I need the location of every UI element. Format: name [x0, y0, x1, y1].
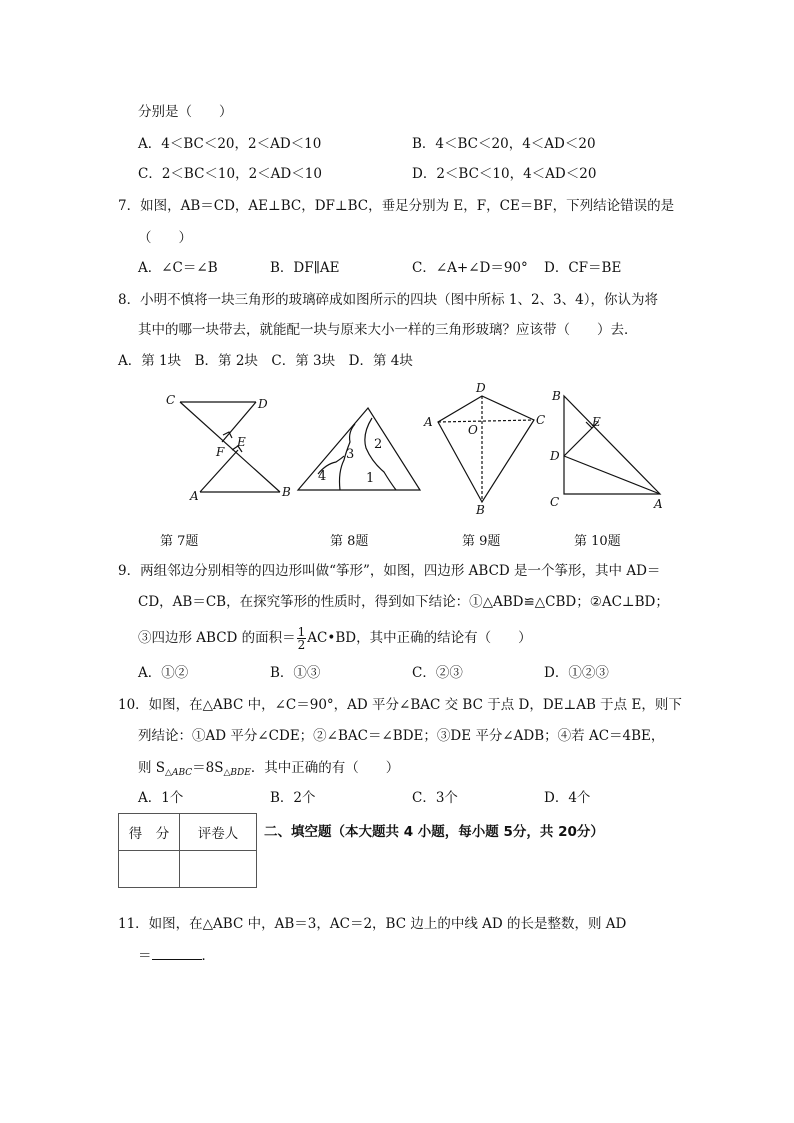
fig9-label-b: B: [476, 503, 485, 516]
q10-option-c: C．3个: [412, 790, 458, 806]
q10-option-b: B．2个: [270, 790, 316, 806]
q9-fraction-numerator: 1: [297, 625, 306, 639]
section2-title: 二、填空题（本大题共 4 小题，每小题 5分，共 20分）: [264, 824, 604, 840]
q6-option-d: D．2＜BC＜10，4＜AD＜20: [412, 166, 597, 182]
q10-stem-line1: 10．如图，在△ABC 中，∠C＝90°，AD 平分∠BAC 交 BC 于点 D，DE⊥AB 于点 E，则下: [118, 697, 682, 713]
q8-stem-line1: 8．小明不慎将一块三角形的玻璃碎成如图所示的四块（图中所标 1、2、3、4），你认为将: [118, 292, 658, 308]
q10-line3-prefix: 则 S: [138, 760, 166, 776]
q7-option-a: A．∠C＝∠B: [138, 260, 218, 276]
q10-option-d: D．4个: [544, 790, 591, 806]
q9-stem-line3: [138, 624, 532, 652]
q9-option-d: D．①②③: [544, 665, 609, 681]
score-header: 得 分: [119, 814, 180, 851]
fig10-label-c: C: [550, 495, 560, 509]
fig8-label-2: 2: [374, 437, 383, 452]
fig9-label-c: C: [536, 413, 546, 427]
q7-option-c: C．∠A+∠D＝90°: [412, 260, 528, 276]
q6-option-c: C．2＜BC＜10，2＜AD＜10: [138, 166, 322, 182]
figure-8: [292, 400, 426, 496]
fig10-label-b: B: [552, 389, 561, 403]
q7-option-b: B．DF∥AE: [270, 260, 340, 276]
q9-fraction-denominator: 2: [297, 638, 306, 652]
q9-option-b: B．①③: [270, 665, 321, 681]
q10-option-a: A．1个: [138, 790, 184, 806]
fig8-caption: 第 8题: [330, 534, 369, 549]
score-table: [118, 813, 257, 888]
fig7-caption: 第 7题: [160, 534, 199, 549]
fig9-label-o: O: [468, 423, 478, 437]
figure-10: [544, 386, 672, 512]
fig7-label-e: E: [237, 435, 246, 449]
fig10-caption: 第 10题: [574, 534, 621, 549]
fig10-label-e: E: [592, 415, 601, 429]
q9-line3-prefix: ③四边形 ABCD 的面积＝: [138, 630, 296, 646]
fig10-triangle-abc: [564, 396, 660, 494]
fig9-diagonal-ac: [438, 420, 534, 422]
q10-stem-line3: [138, 758, 399, 783]
fig7-label-f: F: [216, 445, 225, 459]
fig10-label-d: D: [550, 449, 560, 463]
q7-stem-line1: 7．如图，AB＝CD，AE⊥BC，DF⊥BC，垂足分别为 E，F，CE＝BF，下列结论错误的是: [118, 198, 675, 214]
q11-stem-line2: [138, 945, 215, 966]
q6-option-a: A．4＜BC＜20，2＜AD＜10: [138, 136, 322, 152]
fig7-label-a: A: [190, 489, 199, 503]
q10-line3-suffix: ．其中正确的有（ ）: [250, 760, 400, 776]
fig10-segment-de: [564, 428, 592, 456]
q8-options: A．第 1块 B．第 2块 C．第 3块 D．第 4块: [118, 353, 413, 369]
q10-stem-line2: 列结论：①AD 平分∠CDE；②∠BAC＝∠BDE；③DE 平分∠ADB；④若 AC＝4BE，: [138, 728, 665, 744]
fig10-label-a: A: [654, 497, 663, 511]
fig9-caption: 第 9题: [462, 534, 501, 549]
q11-stem-line1: 11．如图，在△ABC 中，AB＝3，AC＝2，BC 边上的中线 AD 的长是整数，则 AD: [118, 916, 627, 932]
grader-header: 评卷人: [180, 814, 257, 851]
fig7-label-b: B: [282, 485, 291, 499]
q9-stem-line1: 9．两组邻边分别相等的四边形叫做“筝形”，如图，四边形 ABCD 是一个筝形，其中 AD＝: [118, 563, 661, 579]
fig8-label-4: 4: [318, 469, 327, 484]
q6-tail: 分别是（ ）: [138, 104, 233, 120]
fig7-edge-cb: [180, 402, 280, 492]
q8-stem-line2: 其中的哪一块带去，就能配一块与原来大小一样的三角形玻璃？应该带（ ）去．: [138, 322, 638, 338]
q9-option-a: A．①②: [138, 665, 189, 681]
q9-option-c: C．②③: [412, 665, 463, 681]
grader-cell[interactable]: [180, 851, 257, 888]
score-cell[interactable]: [119, 851, 180, 888]
fig10-segment-ad: [564, 456, 660, 494]
fig8-outline: [298, 408, 420, 490]
fig9-label-a: A: [424, 415, 433, 429]
fig9-label-d: D: [476, 381, 486, 395]
fig7-label-d: D: [258, 397, 268, 411]
fig7-label-c: C: [166, 393, 176, 407]
figure-7: [160, 388, 300, 510]
fig8-label-1: 1: [366, 471, 375, 486]
q7-stem-line2: （ ）: [138, 230, 192, 246]
q7-option-d: D．CF＝BE: [544, 260, 622, 276]
fig9-quadrilateral: [438, 396, 534, 502]
q10-subscript-bde: △BDE: [223, 768, 251, 778]
q9-line3-suffix: AC•BD，其中正确的结论有（ ）: [307, 630, 532, 646]
q9-stem-line2: CD，AB＝CB，在探究筝形的性质时，得到如下结论：①△ABD≌△CBD；②AC⊥BD；: [138, 594, 669, 610]
q10-subscript-abc: △ABC: [165, 768, 193, 778]
q10-line3-mid: ＝8S: [192, 760, 224, 776]
q11-line2-prefix: ＝: [138, 948, 152, 964]
q9-fraction: [297, 626, 307, 651]
q11-answer-blank[interactable]: [152, 945, 202, 960]
q6-option-b: B．4＜BC＜20，4＜AD＜20: [412, 136, 596, 152]
fig8-label-3: 3: [346, 447, 355, 462]
figure-9: [420, 380, 550, 516]
q11-line2-suffix: ．: [201, 948, 215, 964]
